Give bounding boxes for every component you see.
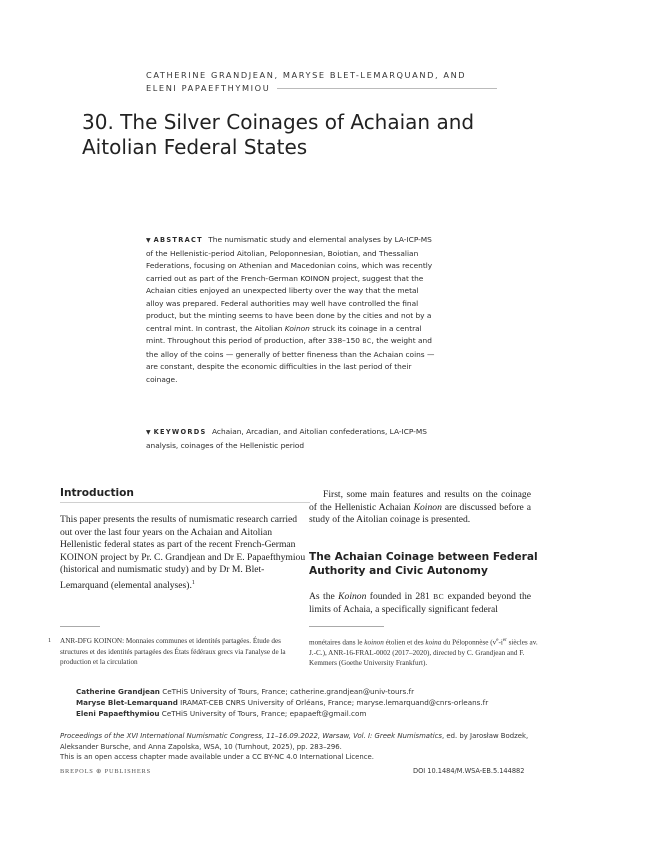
author-list xyxy=(146,69,506,95)
footnote-number: 1 xyxy=(48,637,52,644)
affiliation-info: CeTHiS University of Tours, France; epapaeft@gmail.com xyxy=(161,709,367,718)
title-line-1 xyxy=(82,110,482,135)
right-p2-koinon: Koinon xyxy=(338,591,367,602)
right-p1-start: First, some main features and results on the coinage of the Hellenistic Achaian xyxy=(309,489,531,513)
fn-right-mid1: étolien et des xyxy=(385,638,424,647)
triangle-icon: ▼ xyxy=(146,429,151,436)
affiliation-name: Maryse Blet-Lemarquand xyxy=(76,698,178,707)
fn-right-end: siècles av. J.-C.), ANR-16-FRAL-0002 (2017–2020), directed by C. Grandjean and F. Kemmers (Goethe University Frankfurt). xyxy=(309,638,538,668)
proceedings-title: Proceedings of the XVI International Numismatic Congress, 11–16.09.2022, Warsaw, Vol. I: Greek Numismatics xyxy=(60,732,443,740)
doi: DOI 10.1484/M.WSA-EB.5.144882 xyxy=(413,767,525,775)
abstract-text: The numismatic study and elemental analyses by LA-ICP-MS of the Hellenistic-period Aitolian, Peloponnesian, Boiotian, and Thessalian Federations, focusing on Athenian and Macedonian coins, which was recently carried out as part of the French-German KOINON project, suggest that the Achaian cities enjoyed an unexpected liberty over the way that the metal alloy was prepared. Federal authorities may well have controlled the final product, but the minting seems to have been done by the cities and not by a central mint. In contrast, the Aitolian xyxy=(146,235,433,333)
introduction-divider xyxy=(60,502,310,503)
right-p1-end: are discussed before a study of the Aitolian coinage is presented. xyxy=(309,501,532,525)
abstract xyxy=(146,234,436,386)
section-heading-achaian: The Achaian Coinage between Federal Authority and Civic Autonomy xyxy=(309,551,538,577)
right-p2-end: expanded beyond the limits of Achaia, a specifically significant federal xyxy=(309,591,532,615)
license-line: This is an open access chapter made available under a CC BY-NC 4.0 International Licence. xyxy=(60,753,374,761)
introduction-paragraph xyxy=(60,514,310,592)
fn-right-koinon: koinon xyxy=(364,638,384,647)
abstract-koinon: Koinon xyxy=(284,323,310,333)
right-p1-koinon: Koinon xyxy=(413,501,442,513)
abstract-bc: BC xyxy=(362,338,372,345)
affiliation-row xyxy=(76,686,496,697)
footnote-ref: 1 xyxy=(191,579,195,586)
fn-right-koina: koina xyxy=(425,638,442,647)
author-line-1: CATHERINE GRANDJEAN, MARYSE BLET-LEMARQUAND, AND xyxy=(146,70,467,80)
keywords xyxy=(146,426,436,452)
fn-right-sup2: er xyxy=(502,638,507,643)
footnote-divider-right xyxy=(309,626,384,627)
right-p2-mid: founded in 281 xyxy=(369,591,430,602)
author-line-2: ELENI PAPAEFTHYMIOU xyxy=(146,83,271,93)
proceedings-details: , ed. by Jarosław Bodzek, Aleksander Bursche, and Anna Zapolska, WSA, 10 (Turnhout, 2025), pp. 283–296. xyxy=(60,732,529,751)
right-p2-start: As the xyxy=(309,591,335,602)
keywords-text: Achaian, Arcadian, and Aitolian confederations, LA-ICP-MS analysis, coinages of the Hellenistic period xyxy=(146,427,427,450)
right-p2-bc: BC xyxy=(433,592,445,601)
citation-line xyxy=(60,731,560,752)
chapter-title xyxy=(82,110,482,160)
affiliation-name: Catherine Grandjean xyxy=(76,687,160,696)
introduction-heading: Introduction xyxy=(60,487,134,499)
affiliation-name: Eleni Papaefthymiou xyxy=(76,709,160,718)
author-divider xyxy=(277,88,497,89)
footnote-text-left: ANR-DFG KOINON: Monnaies communes et identités partagées. Étude des structures et des identités partagées des États fédéraux grecs via l'analyse de la production et la circulation xyxy=(60,637,286,666)
introduction-text: This paper presents the results of numismatic research carried out over the last four years on the Achaian and Aitolian Hellenistic federal states as part of the recent French-German KOINON project by Pr. C. Grandjean and Dr E. Papaefthymiou (historical and numismatic study) and by Dr M. Blet-Lemarquand (elemental analyses). xyxy=(60,514,306,591)
abstract-label: ABSTRACT xyxy=(153,236,203,244)
affiliation-row xyxy=(76,708,496,719)
title-text-1: The Silver Coinages of Achaian and xyxy=(120,110,475,134)
fn-right-start: monétaires dans le xyxy=(309,638,363,647)
fn-right-sup1: e xyxy=(496,638,499,643)
proceedings-citation xyxy=(60,731,560,763)
right-paragraph-2 xyxy=(309,591,531,616)
affiliation-info: CeTHiS University of Tours, France; catherine.grandjean@univ-tours.fr xyxy=(162,687,415,696)
triangle-icon: ▼ xyxy=(146,237,151,244)
affiliations xyxy=(76,686,496,719)
fn-right-mid2: du Péloponnèse (v xyxy=(443,638,497,647)
abstract-text-cont2: , the weight and the alloy of the coins — generally of better fineness than the Achaian coins — are constant, despite the economic difficulties in the last period of their coinage. xyxy=(146,336,435,384)
footnote-text-right xyxy=(309,636,541,669)
fn-right-mid3: -i xyxy=(498,638,503,647)
keywords-label: KEYWORDS xyxy=(153,428,207,436)
footnote-divider-left xyxy=(60,626,100,627)
title-line-2: Aitolian Federal States xyxy=(82,135,308,159)
publisher-logo: BREPOLS ⊕ PUBLISHERS xyxy=(60,768,151,775)
abstract-text-cont1: struck its coinage in a central mint. Throughout this period of production, after 338–150 xyxy=(146,323,422,345)
chapter-number: 30. xyxy=(82,110,114,134)
affiliation-row xyxy=(76,697,496,708)
right-paragraph-1 xyxy=(309,489,531,527)
affiliation-info: IRAMAT-CEB CNRS University of Orléans, France; maryse.lemarquand@cnrs-orleans.fr xyxy=(180,698,489,707)
